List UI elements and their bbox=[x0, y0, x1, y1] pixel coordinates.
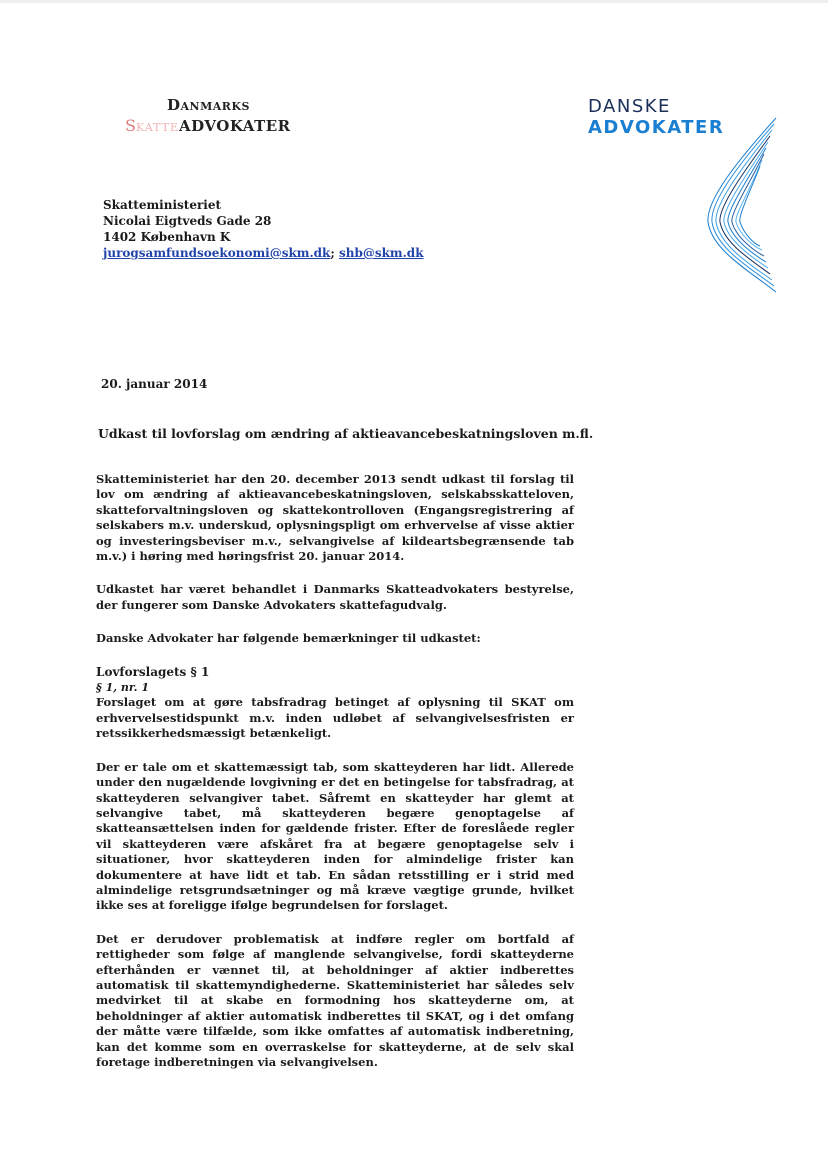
letter-body bbox=[96, 472, 574, 1088]
email-separator: ; bbox=[330, 246, 339, 260]
logo-left-line2 bbox=[125, 116, 325, 135]
section-title: Lovforslagets § 1 bbox=[96, 664, 210, 679]
recipient-emails bbox=[103, 245, 424, 261]
logo-left-line1: Danmarks bbox=[167, 96, 250, 114]
letter-heading: Udkast til lovforslag om ændring af aktieavancebeskatningsloven m.fl. bbox=[98, 426, 594, 441]
paragraph-4: Forslaget om at gøre tabsfradrag betinget af oplysning til SKAT om erhvervelsestidspunkt m.v. inden udløbet af selvangivelsesfristen er retssikkerhedsmæssigt betænkeligt. bbox=[96, 695, 574, 741]
top-scan-edge bbox=[0, 0, 828, 3]
wave-lines-icon bbox=[698, 110, 778, 300]
email-link-2[interactable]: shb@skm.dk bbox=[338, 246, 424, 260]
letter-date: 20. januar 2014 bbox=[101, 377, 208, 391]
paragraph-6: Det er derudover problematisk at indføre regler om bortfald af rettigheder som følge af manglende selvangivelse, fordi skatteyderne efterhånden er vænnet til, at beholdninger af aktier indberettes automatisk til skattemyndighederne. Skatteministeriet har således selv medvirket til at skabe en formodning hos skatteyderne om, at beholdninger af aktier automatisk indberettes til SKAT, og i det omfang der måtte være tilfælde, som ikke omfattes af automatisk indberetning, kan det komme som en overraskelse for skatteyderne, at de selv skal foretage indberetningen via selvangivelsen. bbox=[96, 931, 574, 1069]
logo-right-line1: DANSKE bbox=[588, 96, 671, 117]
logo-left-initial: S bbox=[125, 116, 136, 135]
paragraph-1: Skatteministeriet har den 20. december 2013 sendt udkast til forslag til lov om ændring af aktieavancebeskatningsloven, selskabsskatteloven, skatteforvaltningsloven og skattekontrolloven (Engangsregistrering af selskabers m.v. underskud, oplysningspligt om erhvervelse af visse aktier og investeringsbeviser m.v., selvangivelse af kildeartsbegrænsende tab m.v.) i høring med høringsfrist 20. januar 2014. bbox=[96, 472, 574, 564]
logo-left-advokater: ADVOKATER bbox=[179, 117, 291, 135]
danske-advokater-logo bbox=[588, 96, 778, 296]
paragraph-2: Udkastet har været behandlet i Danmarks Skatteadvokaters bestyrelse, der fungerer som Danske Advokaters skattefagudvalg. bbox=[96, 582, 574, 612]
recipient-city: 1402 København K bbox=[103, 230, 231, 244]
logo-right-line2: ADVOKATER bbox=[588, 117, 725, 138]
recipient-org: Skatteministeriet bbox=[103, 198, 222, 212]
paragraph-5: Der er tale om et skattemæssigt tab, som skatteyderen har lidt. Allerede under den nugældende lovgivning er det en betingelse for tabsfradrag, at skatteyderen selvangiver tabet. Såfremt en skatteyder har glemt at selvangive tabet, må skatteyderen begære genoptagelse af skatteansættelsen inden for gældende frister. Efter de foreslåede regler vil skatteyderen være afskåret fra at begære genoptagelse selv i situationer, hvor skatteyderen inden for almindelige frister kan dokumentere at have lidt et tab. En sådan retsstilling er i strid med almindelige retsgrundsætninger og må kræve vægtige grunde, hvilket ikke ses at foreligge ifølge begrundelsen for forslaget. bbox=[96, 759, 574, 913]
subsection-label: § 1, nr. 1 bbox=[96, 681, 149, 695]
danmarks-skatteadvokater-logo bbox=[125, 96, 325, 135]
email-link-1[interactable]: jurogsamfundsoekonomi@skm.dk bbox=[103, 246, 331, 260]
recipient-address bbox=[103, 197, 424, 261]
paragraph-3: Danske Advokater har følgende bemærkninger til udkastet: bbox=[96, 631, 481, 646]
recipient-street: Nicolai Eigtveds Gade 28 bbox=[103, 214, 272, 228]
logo-left-katte: KATTE bbox=[135, 121, 179, 134]
